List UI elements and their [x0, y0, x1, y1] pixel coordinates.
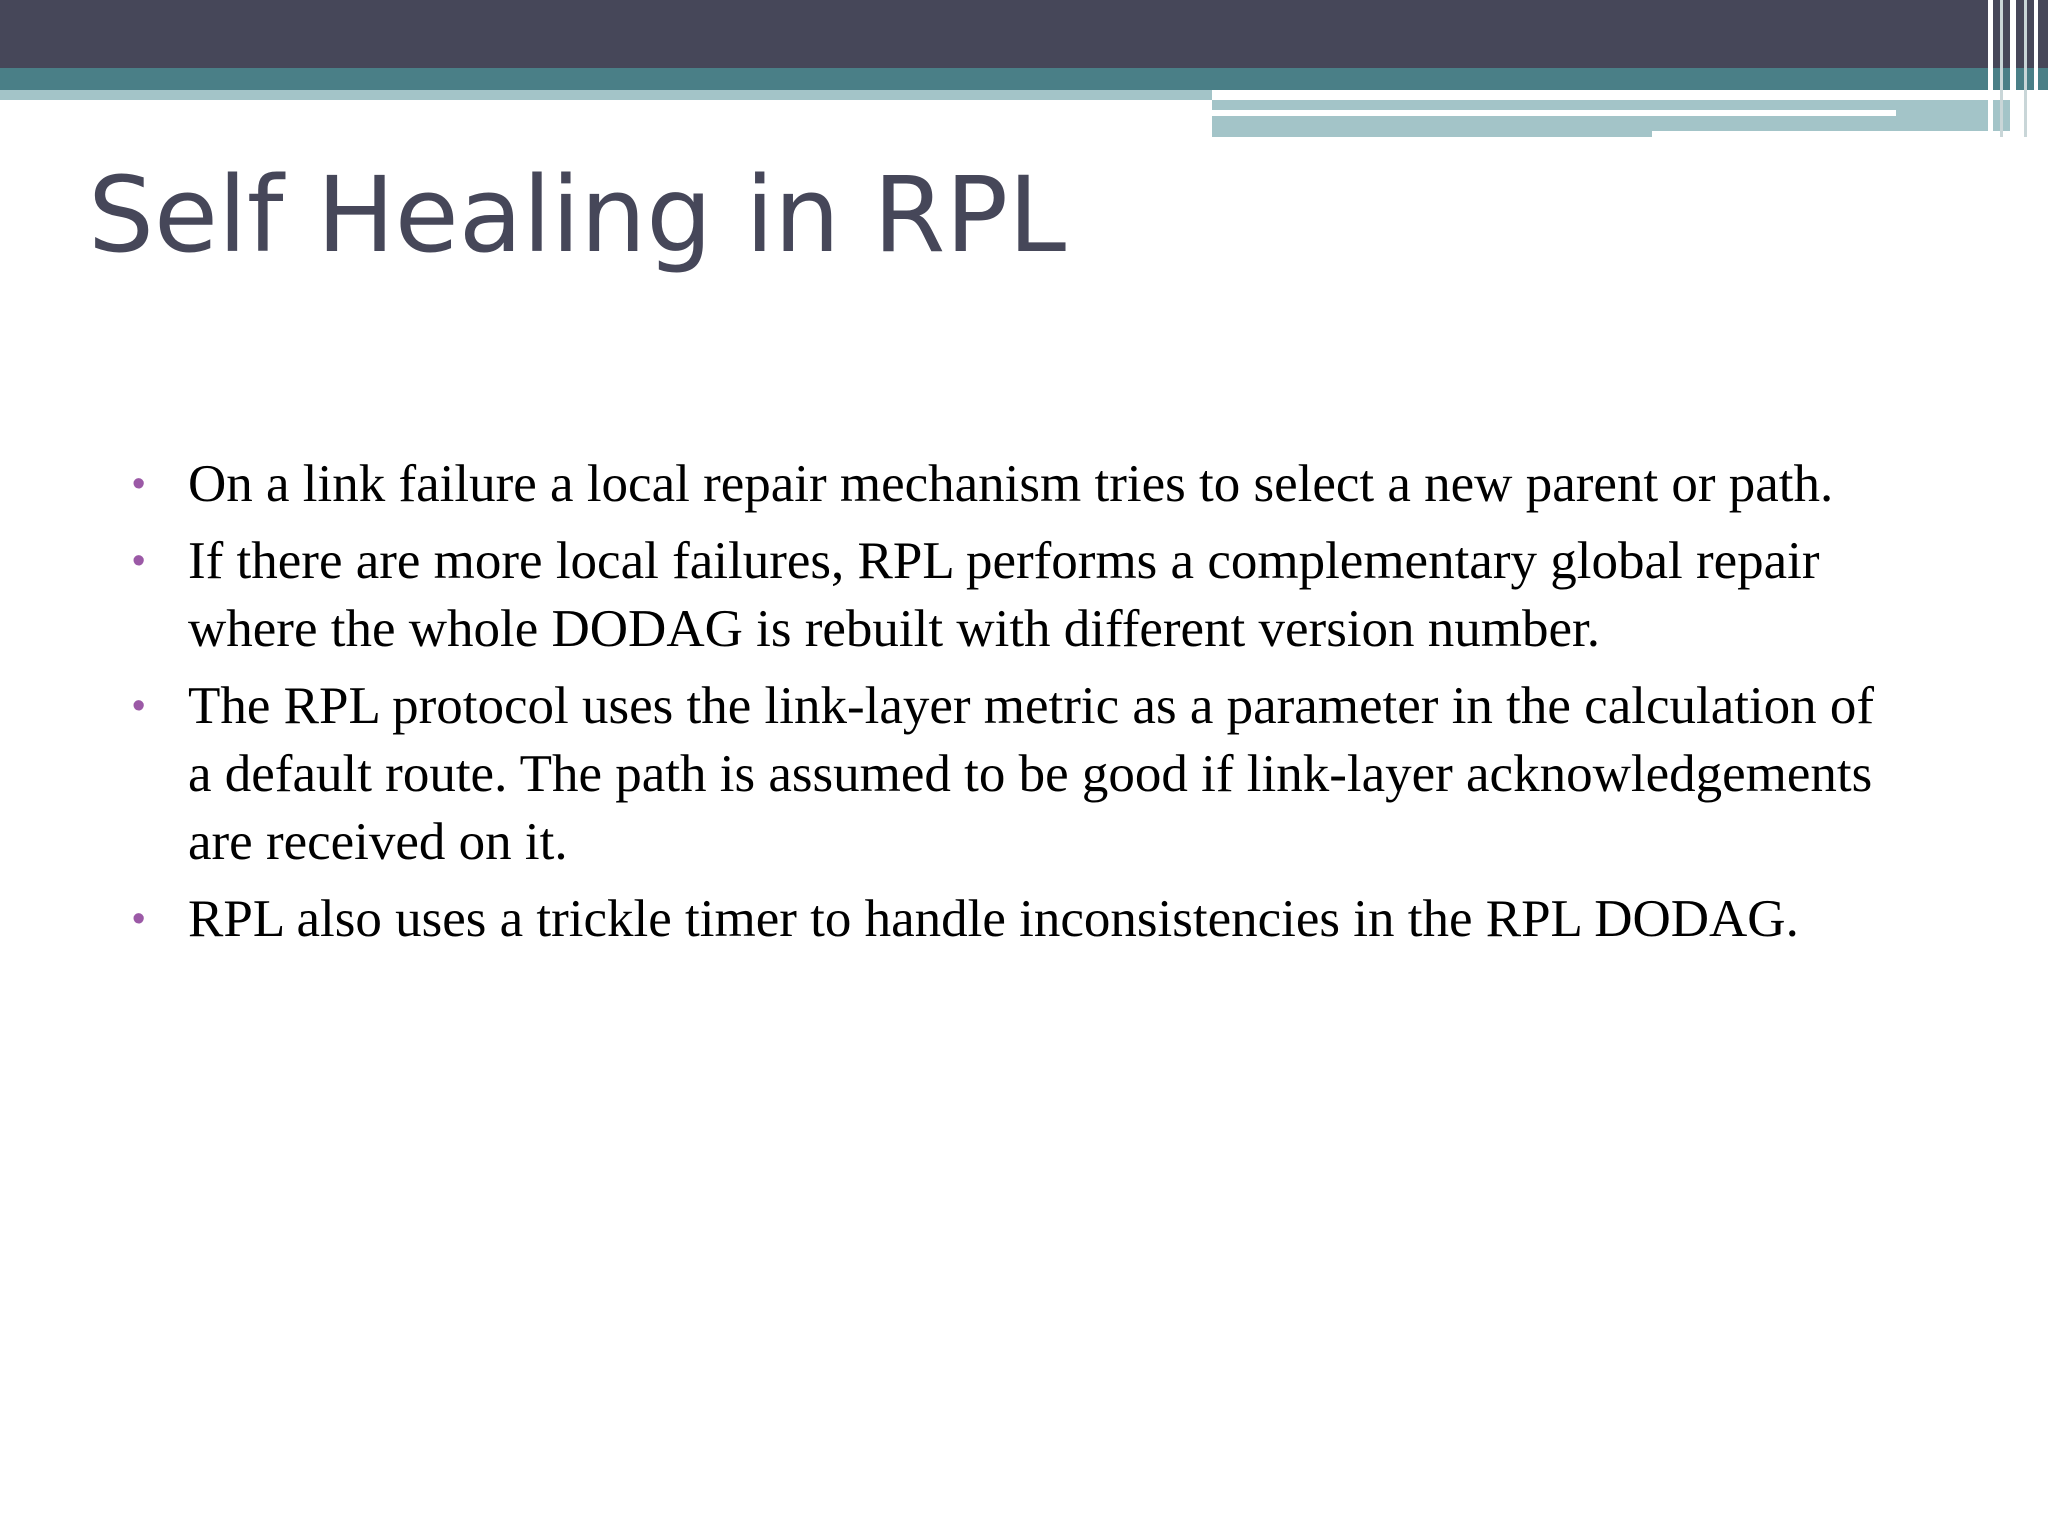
bullet-text: The RPL protocol uses the link-layer metric as a parameter in the calculation of a default route. The path is assumed to be good if link-layer acknowledgements are received on it.	[188, 677, 1875, 871]
list-item	[132, 450, 1892, 518]
header-light-band	[0, 90, 1212, 100]
header-stripe-5	[2034, 0, 2038, 137]
header-decoration	[0, 0, 2048, 140]
header-white-line	[1212, 110, 1896, 116]
list-item	[132, 527, 1892, 663]
header-dark-band	[0, 0, 2048, 68]
bullet-text: RPL also uses a trickle timer to handle inconsistencies in the RPL DODAG.	[188, 890, 1799, 948]
bullet-text: If there are more local failures, RPL performs a complementary global repair where the whole DODAG is rebuilt with different version number.	[188, 532, 1820, 658]
header-stripe-2	[2000, 0, 2003, 137]
header-teal-band	[0, 68, 2048, 90]
bullet-icon: •	[132, 898, 146, 940]
bullet-text: On a link failure a local repair mechanism tries to select a new parent or path.	[188, 455, 1834, 513]
header-stripe-4	[2024, 0, 2027, 137]
header-white-notch	[1652, 131, 2012, 140]
bullet-icon: •	[132, 463, 146, 505]
bullet-list	[132, 450, 1892, 962]
bullet-icon: •	[132, 540, 146, 582]
bullet-icon: •	[132, 685, 146, 727]
list-item	[132, 885, 1892, 953]
header-stripe-1	[1988, 0, 1993, 137]
list-item	[132, 672, 1892, 876]
header-stripe-3	[2010, 0, 2016, 137]
slide-title: Self Healing in RPL	[88, 154, 1067, 276]
